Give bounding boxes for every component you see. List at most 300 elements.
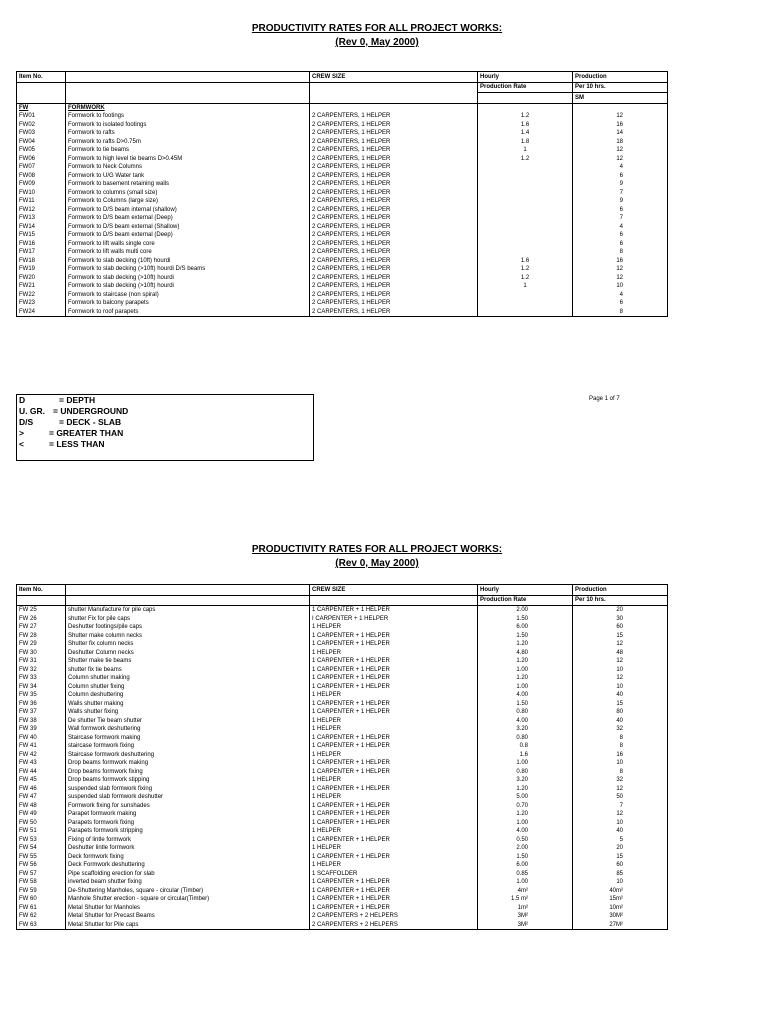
crew-size-cell: 1 CARPENTER + 1 HELPER [310, 853, 478, 862]
header-blank [17, 595, 66, 606]
description-cell: suspended slab formwork deshutter [66, 793, 310, 802]
table-row [17, 146, 668, 155]
table-row [17, 921, 668, 930]
header-item-no: Item No. [17, 72, 66, 83]
description-cell: Deshutter Column necks [66, 649, 310, 658]
sheet1-table [16, 71, 668, 317]
production-cell: 15 [573, 700, 668, 709]
production-cell: 15 [573, 853, 668, 862]
item-no-cell: FW 62 [17, 912, 66, 921]
hourly-rate-cell: 4m² [478, 887, 573, 896]
hourly-rate-cell: 1.2 [478, 112, 573, 121]
crew-size-cell: 2 CARPENTERS, 1 HELPER [310, 265, 478, 274]
description-cell: Parapets formwork stripping [66, 827, 310, 836]
crew-size-cell: 1 CARPENTER + 1 HELPER [310, 785, 478, 794]
item-no-cell: FW 39 [17, 725, 66, 734]
page-number: Page 1 of 7 [589, 396, 620, 402]
crew-size-cell: 2 CARPENTERS, 1 HELPER [310, 274, 478, 283]
crew-size-cell: 2 CARPENTERS, 1 HELPER [310, 163, 478, 172]
item-no-cell: FW17 [17, 248, 66, 257]
production-cell: 6 [573, 231, 668, 240]
hourly-rate-cell: 0.85 [478, 870, 573, 879]
hourly-rate-cell [478, 291, 573, 300]
production-cell: 9 [573, 180, 668, 189]
description-cell: Deshutter footings/pile caps [66, 623, 310, 632]
item-no-cell: FW 28 [17, 632, 66, 641]
item-no-cell: FW 41 [17, 742, 66, 751]
table-row [17, 827, 668, 836]
table-row [17, 683, 668, 692]
production-cell: 5 [573, 836, 668, 845]
description-cell: Parapets formwork fixing [66, 819, 310, 828]
production-cell: 6 [573, 172, 668, 181]
item-no-cell: FW 36 [17, 700, 66, 709]
header-hourly-rate: Production Rate [478, 595, 573, 606]
item-no-cell: FW 56 [17, 861, 66, 870]
crew-size-cell: 1 HELPER [310, 751, 478, 760]
production-cell: 12 [573, 274, 668, 283]
header-blank [66, 93, 310, 104]
production-cell: 12 [573, 785, 668, 794]
table-row [17, 640, 668, 649]
description-cell: Drop beams formwork stipping [66, 776, 310, 785]
hourly-rate-cell: 6.00 [478, 861, 573, 870]
item-no-cell: FW 27 [17, 623, 66, 632]
crew-size-cell: 2 CARPENTERS, 1 HELPER [310, 112, 478, 121]
table-row [17, 299, 668, 308]
crew-size-cell: 1 CARPENTER + 1 HELPER [310, 632, 478, 641]
production-cell: 12 [573, 657, 668, 666]
description-cell: Walls shutter fixing [66, 708, 310, 717]
table-row [17, 632, 668, 641]
hourly-rate-cell: 1.6 [478, 751, 573, 760]
description-cell: Formwork to lift walls multi core [66, 248, 310, 257]
hourly-rate-cell: 1m² [478, 904, 573, 913]
item-no-cell: FW01 [17, 112, 66, 121]
table-row [17, 819, 668, 828]
description-cell: Deck Formwork deshuttering [66, 861, 310, 870]
description-cell: Formwork to slab decking (10ft) hourdi [66, 257, 310, 266]
item-no-cell: FW 35 [17, 691, 66, 700]
hourly-rate-cell: 4.00 [478, 691, 573, 700]
item-no-cell: FW 58 [17, 878, 66, 887]
table-row [17, 844, 668, 853]
item-no-cell: FW 26 [17, 615, 66, 624]
table-row [17, 751, 668, 760]
table-row [17, 197, 668, 206]
crew-size-cell: 2 CARPENTERS, 1 HELPER [310, 138, 478, 147]
crew-size-cell: 1 CARPENTER + 1 HELPER [310, 768, 478, 777]
crew-size-cell: 1 HELPER [310, 844, 478, 853]
item-no-cell: FW10 [17, 189, 66, 198]
crew-size-cell: 2 CARPENTERS, 1 HELPER [310, 223, 478, 232]
header-hourly: Hourly [478, 72, 573, 83]
table-row [17, 895, 668, 904]
production-cell: 40 [573, 827, 668, 836]
header-description [66, 72, 310, 83]
hourly-rate-cell: 1.20 [478, 657, 573, 666]
crew-size-cell: 1 CARPENTER + 1 HELPER [310, 734, 478, 743]
crew-size-cell: 1 CARPENTER + 1 HELPER [310, 666, 478, 675]
table-row [17, 138, 668, 147]
production-cell: 20 [573, 606, 668, 615]
table-row [17, 121, 668, 130]
item-no-cell: FW 55 [17, 853, 66, 862]
production-cell: 6 [573, 206, 668, 215]
legend-meaning: = UNDERGROUND [53, 406, 129, 416]
table-row [17, 615, 668, 624]
hourly-rate-cell: 4.00 [478, 827, 573, 836]
production-cell: 9 [573, 197, 668, 206]
hourly-rate-cell: 3M² [478, 912, 573, 921]
table-row [17, 282, 668, 291]
item-no-cell: FW 45 [17, 776, 66, 785]
production-cell: 40m² [573, 887, 668, 896]
production-cell: 12 [573, 674, 668, 683]
description-cell: Shutter make tie beams [66, 657, 310, 666]
description-cell: shutter Fix for pile caps [66, 615, 310, 624]
crew-size-cell: 1 CARPENTER + 1 HELPER [310, 810, 478, 819]
hourly-rate-cell: 0.80 [478, 768, 573, 777]
table-row [17, 265, 668, 274]
table-row [17, 129, 668, 138]
description-cell: Formwork to isolated footings [66, 121, 310, 130]
description-cell: Column shutter making [66, 674, 310, 683]
crew-size-cell: 2 CARPENTERS, 1 HELPER [310, 155, 478, 164]
description-cell: Formwork to slab decking (>10ft) hourdi D/S beams [66, 265, 310, 274]
item-no-cell: FW03 [17, 129, 66, 138]
production-cell: 6 [573, 240, 668, 249]
item-no-cell: FW 37 [17, 708, 66, 717]
crew-size-cell: 1 CARPENTER + 1 HELPER [310, 802, 478, 811]
crew-size-cell: 1 HELPER [310, 623, 478, 632]
crew-size-cell: 1 CARPENTER + 1 HELPER [310, 819, 478, 828]
crew-size-cell: 1 CARPENTER + 1 HELPER [310, 836, 478, 845]
production-cell: 6 [573, 299, 668, 308]
table-row [17, 649, 668, 658]
header-blank [310, 93, 478, 104]
hourly-rate-cell: 1.6 [478, 257, 573, 266]
legend-meaning: = DEPTH [59, 395, 96, 405]
table-row [17, 180, 668, 189]
crew-size-cell: 1 HELPER [310, 717, 478, 726]
crew-size-cell: 2 CARPENTERS, 1 HELPER [310, 291, 478, 300]
description-cell: Formwork to footings [66, 112, 310, 121]
hourly-rate-cell [478, 231, 573, 240]
crew-size-cell: 2 CARPENTERS, 1 HELPER [310, 180, 478, 189]
item-no-cell: FW05 [17, 146, 66, 155]
item-no-cell: FW 32 [17, 666, 66, 675]
description-cell: Formwork to balcony parapets [66, 299, 310, 308]
crew-size-cell: 2 CARPENTERS, 1 HELPER [310, 197, 478, 206]
description-cell: Column deshuttering [66, 691, 310, 700]
description-cell: staircase formwork fixing [66, 742, 310, 751]
hourly-rate-cell: 6.00 [478, 623, 573, 632]
production-cell: 14 [573, 129, 668, 138]
hourly-rate-cell: 1.50 [478, 853, 573, 862]
legend-row [19, 406, 311, 417]
header-blank [66, 82, 310, 93]
description-cell: shutter fix tie beams [66, 666, 310, 675]
table-row [17, 623, 668, 632]
table-row [17, 887, 668, 896]
item-no-cell: FW24 [17, 308, 66, 317]
hourly-rate-cell: 5.00 [478, 793, 573, 802]
production-cell: 12 [573, 146, 668, 155]
table-row [17, 768, 668, 777]
description-cell: De-Shuttering Manholes, square - circular (Timber) [66, 887, 310, 896]
description-cell: Formwork to slab decking (>10ft) hourdi [66, 282, 310, 291]
hourly-rate-cell: 1.50 [478, 700, 573, 709]
production-cell: 7 [573, 214, 668, 223]
production-cell: 18 [573, 138, 668, 147]
hourly-rate-cell: 1.2 [478, 265, 573, 274]
crew-size-cell: 1 CARPENTER + 1 HELPER [310, 640, 478, 649]
description-cell: Staircase formwork deshuttering [66, 751, 310, 760]
crew-size-cell: 2 CARPENTERS, 1 HELPER [310, 308, 478, 317]
item-no-cell: FW 57 [17, 870, 66, 879]
item-no-cell: FW 61 [17, 904, 66, 913]
hourly-rate-cell: 0.50 [478, 836, 573, 845]
item-no-cell: FW 29 [17, 640, 66, 649]
production-cell: 4 [573, 163, 668, 172]
description-cell: Shutter make column necks [66, 632, 310, 641]
production-cell: 15m² [573, 895, 668, 904]
description-cell: Formwork to tie beams [66, 146, 310, 155]
description-cell: Drop beams formwork fixing [66, 768, 310, 777]
crew-size-cell: 2 CARPENTERS, 1 HELPER [310, 172, 478, 181]
production-cell: 10 [573, 759, 668, 768]
production-cell: 15 [573, 632, 668, 641]
hourly-rate-cell [478, 214, 573, 223]
header-blank [66, 595, 310, 606]
hourly-rate-cell [478, 206, 573, 215]
crew-size-cell: 1 CARPENTER + 1 HELPER [310, 708, 478, 717]
crew-size-cell: 1 CARPENTER + 1 HELPER [310, 606, 478, 615]
description-cell: Shutter fix column necks [66, 640, 310, 649]
description-cell: Formwork to roof parapets [66, 308, 310, 317]
production-cell: 60 [573, 861, 668, 870]
header-production: Production [573, 72, 668, 83]
hourly-rate-cell: 1 [478, 282, 573, 291]
production-cell: 27M² [573, 921, 668, 930]
production-cell: 50 [573, 793, 668, 802]
table-row [17, 878, 668, 887]
production-cell: 40 [573, 717, 668, 726]
item-no-cell: FW 38 [17, 717, 66, 726]
crew-size-cell: 1 CARPENTER + 1 HELPER [310, 700, 478, 709]
item-no-cell: FW 50 [17, 819, 66, 828]
table-row [17, 172, 668, 181]
hourly-rate-cell: 1.50 [478, 615, 573, 624]
header-per-10-hrs: Per 10 hrs. [573, 595, 668, 606]
table-row [17, 155, 668, 164]
hourly-rate-cell: 4.00 [478, 717, 573, 726]
item-no-cell: FW12 [17, 206, 66, 215]
production-cell: 8 [573, 734, 668, 743]
header-per-10-hrs: Per 10 hrs. [573, 82, 668, 93]
legend-abbreviation: D [19, 395, 26, 405]
crew-size-cell: 1 CARPENTER + 1 HELPER [310, 904, 478, 913]
hourly-rate-cell: 1.00 [478, 878, 573, 887]
production-cell: 10 [573, 666, 668, 675]
item-no-cell: FW 40 [17, 734, 66, 743]
header-crew-size: CREW SIZE [310, 585, 478, 596]
crew-size-cell: 2 CARPENTERS, 1 HELPER [310, 189, 478, 198]
production-cell: 40 [573, 691, 668, 700]
hourly-rate-cell: 1.00 [478, 666, 573, 675]
item-no-cell: FW 49 [17, 810, 66, 819]
legend-row [19, 428, 311, 439]
hourly-rate-cell [478, 240, 573, 249]
hourly-rate-cell: 1.50 [478, 632, 573, 641]
description-cell: Formwork to D/S beam external (Deep) [66, 231, 310, 240]
table-row [17, 734, 668, 743]
item-no-cell: FW 63 [17, 921, 66, 930]
production-cell: 12 [573, 640, 668, 649]
header-blank [478, 93, 573, 104]
item-no-cell: FW 43 [17, 759, 66, 768]
description-cell: Pipe scaffolding erection for slab [66, 870, 310, 879]
production-cell: 7 [573, 802, 668, 811]
crew-size-cell: 1 CARPENTER + 1 HELPER [310, 657, 478, 666]
table-row [17, 912, 668, 921]
table-row [17, 717, 668, 726]
hourly-rate-cell [478, 189, 573, 198]
table-row [17, 802, 668, 811]
production-cell: 8 [573, 742, 668, 751]
item-no-cell: FW09 [17, 180, 66, 189]
hourly-rate-cell: 1.5 m² [478, 895, 573, 904]
production-cell: 12 [573, 265, 668, 274]
hourly-rate-cell [478, 197, 573, 206]
description-cell: Parapet formwork making [66, 810, 310, 819]
item-no-cell: FW16 [17, 240, 66, 249]
crew-size-cell: 2 CARPENTERS, 1 HELPER [310, 214, 478, 223]
description-cell: Column shutter fixing [66, 683, 310, 692]
table-row [17, 291, 668, 300]
table-row [17, 274, 668, 283]
header-crew-size: CREW SIZE [310, 72, 478, 83]
item-no-cell: FW02 [17, 121, 66, 130]
hourly-rate-cell: 1.00 [478, 683, 573, 692]
item-no-cell: FW 30 [17, 649, 66, 658]
item-no-cell: FW14 [17, 223, 66, 232]
production-cell: 8 [573, 248, 668, 257]
item-no-cell: FW11 [17, 197, 66, 206]
item-no-cell: FW 59 [17, 887, 66, 896]
section-blank [310, 103, 478, 112]
hourly-rate-cell: 2.00 [478, 606, 573, 615]
production-cell: 16 [573, 121, 668, 130]
item-no-cell: FW04 [17, 138, 66, 147]
sheet2-subtitle: (Rev 0, May 2000) [335, 558, 419, 569]
hourly-rate-cell: 1.6 [478, 121, 573, 130]
production-cell: 12 [573, 155, 668, 164]
table-row [17, 904, 668, 913]
legend-abbreviation: U. GR. [19, 406, 45, 416]
sheet2-title: PRODUCTIVITY RATES FOR ALL PROJECT WORKS: [251, 544, 503, 555]
hourly-rate-cell: 1.20 [478, 785, 573, 794]
production-cell: 80 [573, 708, 668, 717]
crew-size-cell: 2 CARPENTERS + 2 HELPERS [310, 921, 478, 930]
item-no-cell: FW 53 [17, 836, 66, 845]
item-no-cell: FW 33 [17, 674, 66, 683]
hourly-rate-cell: 0.70 [478, 802, 573, 811]
sheet1-title: PRODUCTIVITY RATES FOR ALL PROJECT WORKS: [251, 23, 503, 34]
hourly-rate-cell: 3.20 [478, 725, 573, 734]
legend-row [19, 417, 311, 428]
legend-abbreviation: D/S [19, 417, 34, 427]
header-blank [310, 595, 478, 606]
table-row [17, 248, 668, 257]
item-no-cell: FW 31 [17, 657, 66, 666]
crew-size-cell: 1 CARPENTER + 1 HELPER [310, 742, 478, 751]
description-cell: Formwork to high level tie beams D>0.45M [66, 155, 310, 164]
table-row [17, 836, 668, 845]
production-cell: 48 [573, 649, 668, 658]
crew-size-cell: I CARPENTER + 1 HELPER [310, 615, 478, 624]
table-row [17, 257, 668, 266]
hourly-rate-cell [478, 308, 573, 317]
crew-size-cell: 1 HELPER [310, 827, 478, 836]
hourly-rate-cell: 1.8 [478, 138, 573, 147]
item-no-cell: FW 46 [17, 785, 66, 794]
description-cell: Formwork to slab decking (>10ft) hourdi [66, 274, 310, 283]
header-hourly: Hourly [478, 585, 573, 596]
description-cell: Formwork to D/S beam external (Deep) [66, 214, 310, 223]
table-row [17, 759, 668, 768]
legend-meaning: = DECK - SLAB [59, 417, 122, 427]
description-cell: Manhole Shutter erection - square or circular(Timber) [66, 895, 310, 904]
hourly-rate-cell [478, 163, 573, 172]
item-no-cell: FW 54 [17, 844, 66, 853]
hourly-rate-cell: 0.80 [478, 708, 573, 717]
crew-size-cell: 1 CARPENTER + 1 HELPER [310, 878, 478, 887]
description-cell: De shutter Tie beam shutter [66, 717, 310, 726]
crew-size-cell: 1 CARPENTER + 1 HELPER [310, 887, 478, 896]
item-no-cell: FW 42 [17, 751, 66, 760]
crew-size-cell: 2 CARPENTERS, 1 HELPER [310, 248, 478, 257]
description-cell: Formwork to rafts D>0.75m [66, 138, 310, 147]
production-cell: 10 [573, 282, 668, 291]
crew-size-cell: 2 CARPENTERS, 1 HELPER [310, 206, 478, 215]
description-cell: Formwork to Neck Columns [66, 163, 310, 172]
table-row [17, 206, 668, 215]
crew-size-cell: 1 HELPER [310, 649, 478, 658]
section-blank [573, 103, 668, 112]
description-cell: Drop beams formwork making [66, 759, 310, 768]
crew-size-cell: 2 CARPENTERS, 1 HELPER [310, 129, 478, 138]
hourly-rate-cell: 1.20 [478, 810, 573, 819]
table-row [17, 240, 668, 249]
table-row [17, 223, 668, 232]
legend-meaning: = GREATER THAN [49, 428, 124, 438]
crew-size-cell: 2 CARPENTERS + 2 HELPERS [310, 912, 478, 921]
section-code: FW [17, 103, 66, 112]
section-blank [478, 103, 573, 112]
table-row [17, 742, 668, 751]
production-cell: 30 [573, 615, 668, 624]
header-unit: SM [573, 93, 668, 104]
production-cell: 8 [573, 308, 668, 317]
table-row [17, 112, 668, 121]
hourly-rate-cell: 1 [478, 146, 573, 155]
crew-size-cell: 1 CARPENTER + 1 HELPER [310, 674, 478, 683]
table-row [17, 793, 668, 802]
header-item-no: Item No. [17, 585, 66, 596]
table-row [17, 214, 668, 223]
